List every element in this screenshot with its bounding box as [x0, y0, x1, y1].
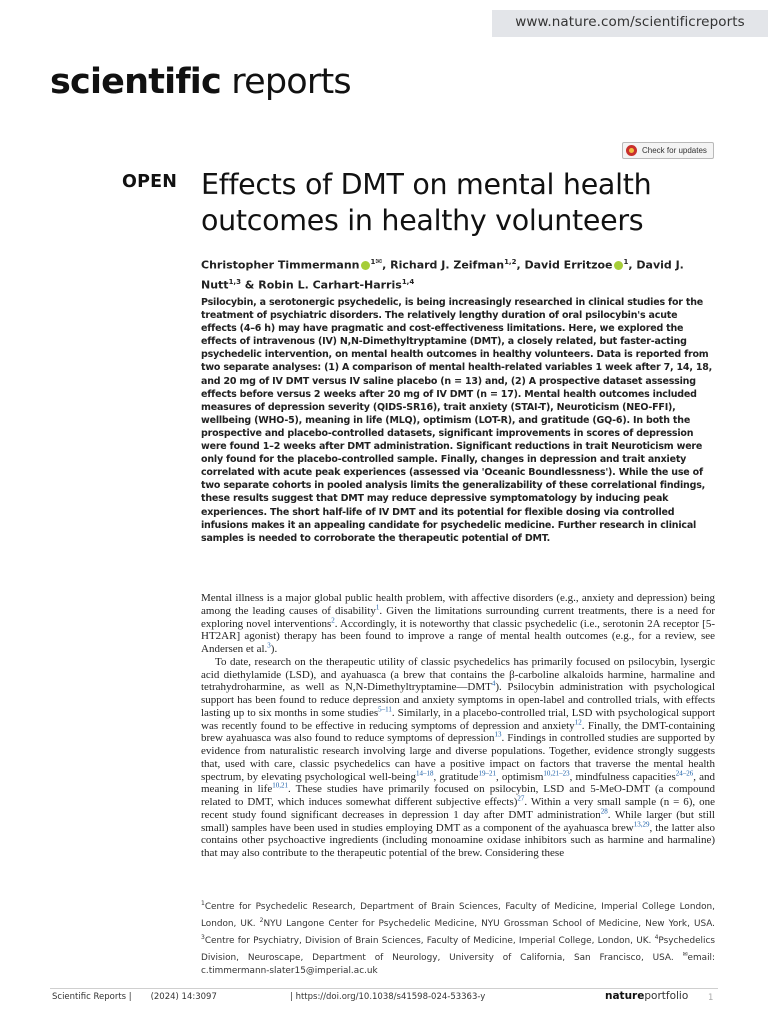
- body-text-run: , the latter also contains other psychoactive ingredients (including monoamine oxidase inhibitors such as harmine and harmaline) that may also contribute to the therapeutic potential of the brew. Considering these: [201, 821, 715, 859]
- body-text-run: . Findings in controlled studies are supported by evidence from naturalistic research involving large and diverse populations. Together, evidence strongly suggests that, used with care, classic psychedelics can have a positive impact on factors that traverse the mental health spectrum, by elevating psychological well-being: [201, 732, 715, 783]
- body-text: [201, 592, 715, 860]
- citation-reference[interactable]: 27: [517, 794, 525, 803]
- body-text-run: . Given the limitations surrounding current treatments, there is a need for exploring novel interventions: [201, 604, 715, 630]
- footer-divider: [50, 988, 718, 989]
- body-paragraph: [201, 656, 715, 860]
- body-text-run: . Similarly, in a placebo-controlled trial, LSD with psychological support was recently found to be effective in reducing symptoms of depression and anxiety: [201, 706, 716, 732]
- author-name[interactable]: Richard J. Zeifman: [390, 258, 505, 272]
- body-text-run: . Finally, the DMT-containing brew ayahuasca was also found to reduce symptoms of depression: [201, 719, 715, 745]
- affiliation-marker: 1: [201, 900, 205, 907]
- author-name[interactable]: David Erritzoe: [524, 258, 613, 272]
- journal-url[interactable]: www.nature.com/scientificreports: [515, 14, 745, 30]
- author-name[interactable]: Christopher Timmermann: [201, 258, 360, 272]
- journal-name-bold: scientific: [50, 62, 221, 102]
- body-text-run: . While larger (but still small) samples have been used in studies employing DMT as a component of the ayahuasca brew: [201, 808, 715, 834]
- footer-citation: [52, 992, 217, 1002]
- author-name[interactable]: Robin L. Carhart-Harris: [258, 278, 402, 292]
- affiliation-marker: 2: [259, 916, 264, 924]
- footer-doi[interactable]: | https://doi.org/10.1038/s41598-024-53363-y: [290, 992, 486, 1002]
- body-text-run: , and meaning in life: [201, 770, 716, 796]
- check-for-updates-label: Check for updates: [642, 146, 707, 155]
- journal-url-tab[interactable]: [492, 10, 768, 37]
- page-number: 1: [708, 993, 714, 1003]
- citation-reference[interactable]: 12: [574, 717, 582, 726]
- author-affiliation-sup: 1,3: [228, 277, 241, 286]
- affiliation-text: NYU Langone Center for Psychedelic Medicine, NYU Grossman School of Medicine, New York, USA.: [263, 918, 715, 929]
- brand-light: portfolio: [644, 990, 689, 1002]
- journal-logo: [50, 62, 351, 102]
- body-text-run: Mental illness is a major global public health problem, with affective disorders (e.g., anxiety and depression) being among the leading causes of disability: [201, 592, 715, 617]
- open-access-label: OPEN: [122, 172, 178, 192]
- affiliation-marker: ✉: [682, 950, 688, 958]
- affiliation-text: Centre for Psychiatry, Division of Brain Sciences, Faculty of Medicine, Imperial College, London, UK.: [204, 935, 655, 946]
- envelope-icon[interactable]: ✉: [375, 257, 383, 266]
- crossmark-icon: [626, 145, 637, 156]
- author-affiliation-sup: 1: [623, 258, 629, 266]
- orcid-icon[interactable]: [361, 261, 370, 270]
- affiliation-text: email: c.timmermann-slater15@imperial.ac.uk: [201, 952, 715, 976]
- footer-journal: Scientific Reports |: [52, 992, 132, 1002]
- abstract: Psilocybin, a serotonergic psychedelic, is being increasingly researched in clinical studies for the treatment of psychiatric disorders. The relatively lengthy duration of oral psilocybin's acute effects (4–6 h) may have pragmatic and cost-effectiveness limitations. Here, we explored the effects of intravenous (IV) N,N-Dimethyltryptamine (DMT), a closely related, but faster-acting psychedelic intervention, on mental health outcomes in healthy volunteers. Data is reported from two separate analyses: (1) A comparison of mental health-related variables 1 week after 7, 14, 18, and 20 mg of IV DMT versus IV saline placebo (n = 13) and, (2) A prospective dataset assessing effects before versus 2 weeks after 20 mg of IV DMT (n = 17). Mental health outcomes included measures of depression severity (QIDS-SR16), trait anxiety (STAI-T), Neuroticism (NEO-FFI), wellbeing (WHO-5), meaning in life (MLQ), optimism (LOT-R), and gratitude (GQ-6). In both the prospective and placebo-controlled datasets, significant improvements in scores of depression were found 1–2 weeks after DMT administration. Significant reductions in trait Neuroticism were only found for the placebo-controlled sample. Finally, changes in depression and trait anxiety correlated with acute peak experiences (assessed via 'Oceanic Boundlessness'). While the use of two separate cohorts in pooled analysis limits the generalizability of these correlational findings, these results suggest that DMT may reduce depressive symptomatology by inducing peak experiences. The short half-life of IV DMT and its potential for flexible dosing via controlled infusions makes it an appealing candidate for psychedelic medicine. Further research in clinical samples is needed to corroborate the therapeutic potential of DMT.: [201, 297, 713, 544]
- citation-reference[interactable]: 13: [494, 730, 502, 739]
- citation-reference[interactable]: 14–18: [415, 768, 434, 777]
- body-text-run: , optimism: [495, 770, 544, 783]
- body-text-run: , mindfulness capacities: [569, 770, 676, 783]
- citation-reference[interactable]: 10,21–23: [543, 768, 570, 777]
- citation-reference[interactable]: 3: [267, 641, 271, 650]
- affiliation-marker: 3: [201, 933, 205, 941]
- citation-reference[interactable]: 13,29: [633, 819, 650, 828]
- affiliation-text: Centre for Psychedelic Research, Department of Brain Sciences, Faculty of Medicine, Imperial College London, London, UK.: [201, 901, 715, 929]
- author-affiliation-sup: 1,2: [504, 258, 517, 266]
- citation-reference[interactable]: 5–11: [378, 705, 392, 714]
- affiliation-marker: 4: [654, 933, 659, 941]
- citation-reference[interactable]: 4: [491, 679, 496, 688]
- author-affiliation-sup: 1: [370, 258, 376, 266]
- author-list: Christopher Timmermann $^{1✉}$, Richard J. Zeifman$^{1,2}$, David Erritzoe $^1$, David J. Nutt$^{1,3}$ & Robin L. Carhart-Harris$^{1,4}$: [201, 257, 684, 292]
- body-text-run: . Within a very small sample (n = 6), one recent study found significant decreases in depression 1 day after DMT administration: [201, 796, 715, 821]
- brand-bold: nature: [605, 990, 645, 1002]
- affiliations: [201, 897, 715, 978]
- citation-reference[interactable]: 1: [375, 603, 380, 612]
- orcid-icon[interactable]: [614, 261, 623, 270]
- citation-reference[interactable]: 2: [331, 615, 335, 624]
- author-affiliation-sup: 1,4: [401, 277, 415, 286]
- body-text-run: . Accordingly, it is noteworthy that classic psychedelic (i.e., serotonin 2A receptor [5-HT2AR] agonist) therapy has been found to improve a range of mental health outcomes (e.g., for a review, see Andersen et al.: [201, 617, 715, 655]
- citation-reference[interactable]: 19–21: [478, 768, 496, 777]
- footer-volume: (2024) 14:3097: [150, 992, 217, 1002]
- article-title: Effects of DMT on mental health outcomes in healthy volunteers: [201, 168, 652, 237]
- body-text-run: To date, research on the therapeutic utility of classic psychedelics has primarily focused on psilocybin, lysergic acid diethylamide (LSD), and ayahuasca (a brew that contains the β-carboline alkaloids harmine, harmaline and tetrahydroharmine, as well as N,N-Dimethyltryptamine—DMT: [201, 655, 715, 694]
- body-text-run: , gratitude: [433, 770, 479, 783]
- journal-name-light: reports: [231, 62, 351, 102]
- citation-reference[interactable]: 28: [600, 807, 608, 816]
- affiliation-text: Psychedelics Division, Neuroscape, Department of Neurology, University of California, San Francisco, USA.: [201, 935, 715, 963]
- nature-portfolio-logo: [605, 990, 688, 1002]
- author-name[interactable]: David J. Nutt: [201, 258, 684, 292]
- body-paragraph: [201, 592, 715, 656]
- body-text-run: ). Psilocybin administration with psychological support has been found to reduce depression and anxiety symptoms in open-label and controlled trials, with effects lasting up to six months in some studies: [201, 681, 715, 719]
- body-text-run: ).: [270, 643, 278, 655]
- citation-reference[interactable]: 10,21: [272, 781, 288, 790]
- body-text-run: . These studies have primarily focused on psilocybin, LSD and 5-MeO-DMT (a compound related to DMT, which induces somewhat different subjective effects): [201, 783, 715, 808]
- check-for-updates-button[interactable]: [622, 142, 714, 159]
- citation-reference[interactable]: 24–26: [675, 768, 694, 777]
